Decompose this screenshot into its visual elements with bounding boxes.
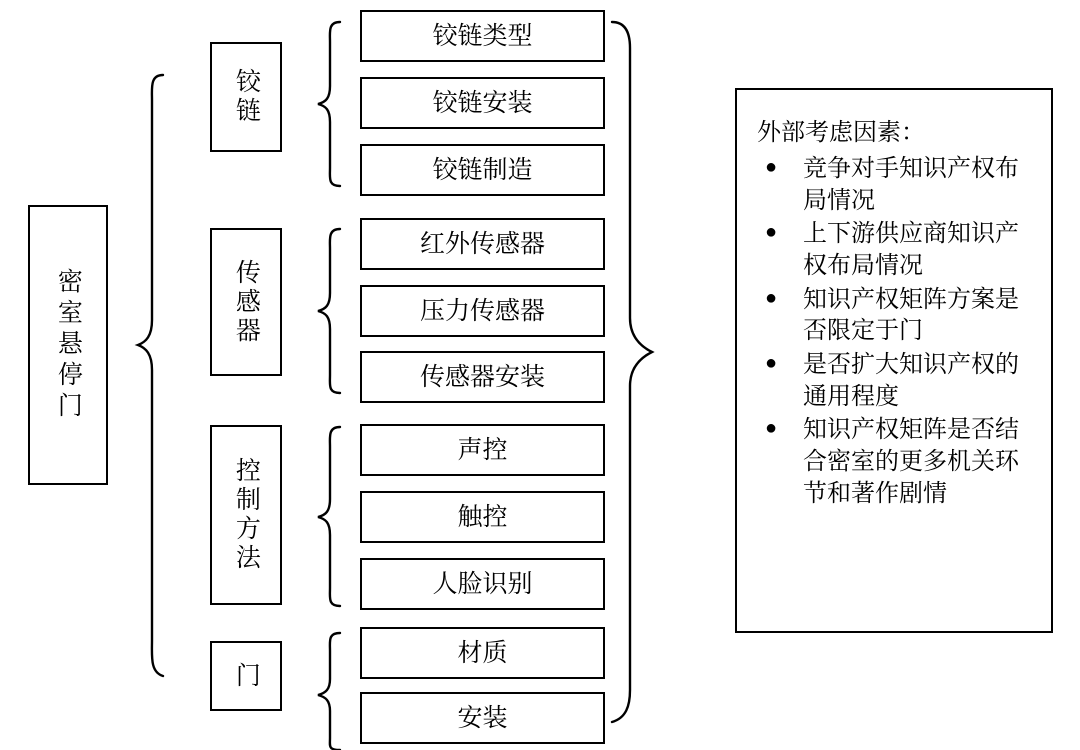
category-brace-2	[318, 427, 340, 606]
list-item-text: 知识产权矩阵方案是否限定于门	[803, 285, 1019, 345]
list-item	[757, 414, 1035, 509]
leaf-label: 材质	[457, 638, 508, 667]
bullet-icon: ●	[765, 221, 778, 244]
category-node-hinge	[210, 42, 282, 152]
list-item-text: 知识产权矩阵是否结合密室的更多机关环节和著作剧情	[803, 416, 1019, 507]
leaf-node	[360, 351, 605, 403]
leaf-node	[360, 77, 605, 129]
category-label: 传感器	[232, 258, 261, 346]
bullet-icon: ●	[765, 286, 778, 309]
external-factors-list	[757, 153, 1035, 509]
category-node-control-method	[210, 425, 282, 605]
leaf-node	[360, 491, 605, 543]
leaf-label: 铰链类型	[432, 21, 533, 50]
category-brace-0	[318, 22, 340, 186]
leaf-label: 传感器安装	[419, 362, 545, 391]
bullet-icon: ●	[765, 417, 778, 440]
external-factors-panel	[735, 88, 1053, 633]
category-brace-1	[318, 229, 340, 393]
root-label: 密室悬停门	[54, 267, 83, 423]
list-item-text: 是否扩大知识产权的通用程度	[803, 351, 1019, 410]
category-label: 门	[232, 661, 261, 691]
leaf-label: 声控	[457, 435, 508, 464]
category-brace-3	[318, 633, 340, 750]
leaf-label: 人脸识别	[432, 569, 533, 598]
category-node-door	[210, 641, 282, 711]
root-brace	[138, 75, 163, 676]
category-node-sensor	[210, 228, 282, 376]
list-item-text: 竞争对手知识产权布局情况	[803, 155, 1019, 214]
list-item-text: 上下游供应商知识产权布局情况	[803, 220, 1019, 280]
list-item	[757, 349, 1035, 412]
external-factors-title: 外部考虑因素：	[757, 119, 925, 146]
leaf-node	[360, 144, 605, 196]
list-item	[757, 153, 1035, 216]
leaf-node	[360, 218, 605, 270]
leaf-node	[360, 692, 605, 744]
leaf-label: 红外传感器	[419, 229, 545, 258]
leaf-node	[360, 424, 605, 476]
leaf-label: 铰链制造	[432, 155, 533, 184]
leaf-node	[360, 627, 605, 679]
leaf-label: 压力传感器	[419, 296, 545, 325]
category-label: 铰链	[232, 68, 261, 126]
category-label: 控制方法	[232, 457, 261, 573]
summary-brace	[612, 22, 652, 722]
leaf-node	[360, 558, 605, 610]
list-item	[757, 284, 1035, 347]
list-item	[757, 218, 1035, 281]
root-node	[28, 205, 108, 485]
leaf-label: 安装	[457, 703, 508, 732]
leaf-label: 铰链安装	[432, 88, 533, 117]
bullet-icon: ●	[765, 156, 778, 178]
bullet-icon: ●	[765, 352, 778, 375]
leaf-node	[360, 285, 605, 337]
leaf-node	[360, 10, 605, 62]
leaf-label: 触控	[457, 502, 508, 531]
